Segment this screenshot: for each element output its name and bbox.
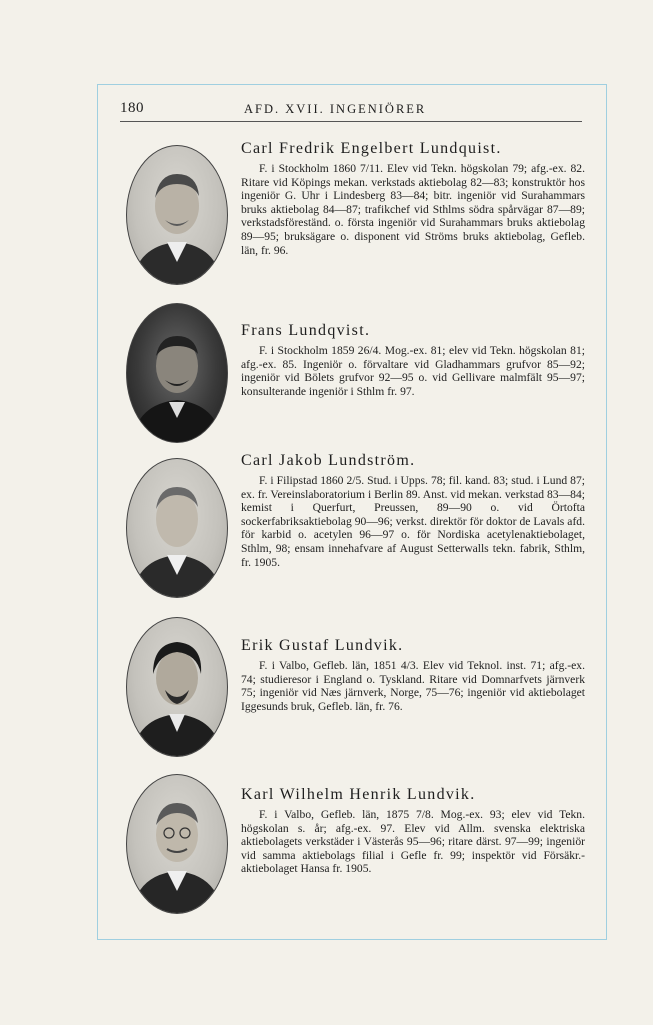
- person-name: Frans Lundqvist.: [241, 322, 371, 339]
- person-bio: F. i Valbo, Gefleb. län, 1875 7/8. Mog.-ex. 93; elev vid Tekn. högskolan s. år; afg.-ex. 97. Elev vid Allm. svenska elektriska aktiebolagets verkstäder i Västerås 95—96; ritare därst. 97—99; ingeniör vid samma aktiebolags filial i Gefle fr. 99; inspektör vid Försäkr.-aktiebolaget Hansa fr. 1905.: [241, 808, 585, 876]
- person-name: Erik Gustaf Lundvik.: [241, 637, 404, 654]
- person-bio: F. i Stockholm 1859 26/4. Mog.-ex. 81; elev vid Tekn. högskolan 81; afg.-ex. 85. Ingeniör o. förvaltare vid Gladhammars grufvor 85—92; ingeniör vid Bölets grufvor 92—95 o. vid Gellivare malmfält 95—97; konsulterande ingeniör i Sthlm fr. 97.: [241, 344, 585, 398]
- person-name: Karl Wilhelm Henrik Lundvik.: [241, 786, 476, 803]
- person-silhouette-icon: [127, 775, 227, 913]
- portrait-photo: [126, 458, 228, 598]
- entry-text: [241, 140, 585, 257]
- entry-text: [241, 786, 585, 876]
- entry-text: [241, 452, 585, 569]
- running-head: [120, 100, 590, 122]
- person-silhouette-icon: [127, 146, 227, 284]
- entry-text: [241, 322, 585, 398]
- person-silhouette-icon: [127, 618, 227, 756]
- person-name: Carl Jakob Lundström.: [241, 452, 416, 469]
- person-silhouette-icon: [127, 459, 227, 597]
- portrait-photo: [126, 617, 228, 757]
- header-rule: [120, 121, 582, 122]
- person-bio: F. i Valbo, Gefleb. län, 1851 4/3. Elev vid Teknol. inst. 71; afg.-ex. 74; studieresor i England o. Tyskland. Ritare vid Domnarfvets järnverk 75; ingeniör vid Næs järnverk, Norge, 75—76; ingeniör vid aktiebolaget Iggesunds bruk, Gefleb. län, fr. 76.: [241, 659, 585, 713]
- person-silhouette-icon: [127, 304, 227, 442]
- entry-text: [241, 637, 585, 713]
- person-bio: F. i Stockholm 1860 7/11. Elev vid Tekn. högskolan 79; afg.-ex. 82. Ritare vid Köpings mekan. verkstads aktiebolag 82—83; konstruktör hos ingeniör G. Uhr i Lindesberg 83—84; bitr. ingeniör vid Surahammars bruks aktiebolag 84—87; trafikchef vid Sthlms södra spårvägar 87—89; verkstadsföreständ. o. första ingeniör vid Surahammars bruks aktiebolag 89—95; bruksägare o. disponent vid Ströms bruks aktiebolag, Gefleb. län, fr. 96.: [241, 162, 585, 257]
- portrait-photo: [126, 303, 228, 443]
- portrait-photo: [126, 145, 228, 285]
- section-title: AFD. XVII. INGENIÖRER: [244, 102, 427, 116]
- page-number: 180: [120, 100, 144, 116]
- person-bio: F. i Filipstad 1860 2/5. Stud. i Upps. 78; fil. kand. 83; stud. i Lund 87; ex. fr. Vereinslaboratorium i Berlin 89. Anst. vid mekan. verkstad 83—84; kemist i Querfurt, Preussen, 89—90 o. vid Örtofta sockerfabriksaktiebolag 90—96; verkst. direktör för doktor de Lavals afd. för karbid o. acetylen 96—97 o. för Nordiska acetylenaktiebolaget, Sthlm, 98; ensam innehafvare af August Setterwalls tekn. fabrik, Sthlm, fr. 1905.: [241, 474, 585, 569]
- portrait-photo: [126, 774, 228, 914]
- person-name: Carl Fredrik Engelbert Lundquist.: [241, 140, 502, 157]
